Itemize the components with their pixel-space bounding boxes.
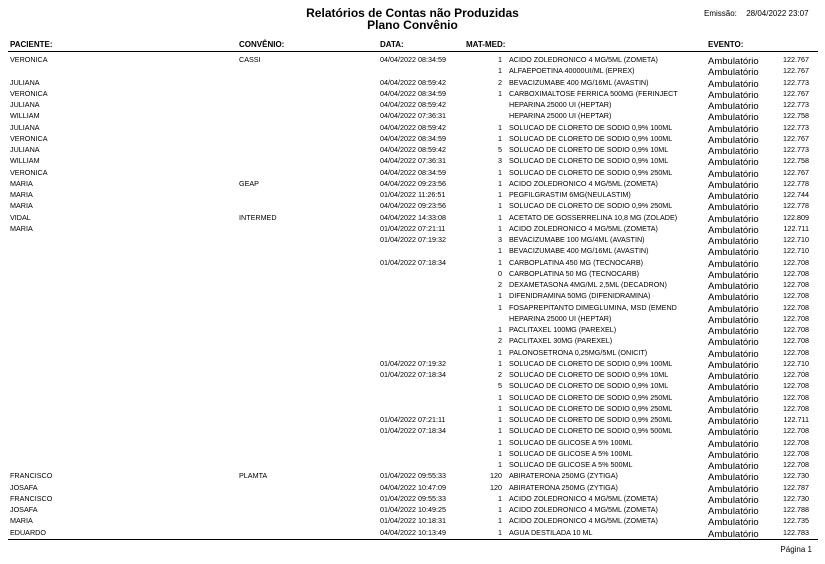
cell-data: 04/04/2022 08:59:42 bbox=[380, 145, 446, 154]
table-row bbox=[0, 515, 825, 529]
cell-valor: 122.708 bbox=[783, 268, 809, 278]
cell-mat-med: HEPARINA 25000 UI (HEPTAR) bbox=[509, 313, 612, 323]
table-row bbox=[0, 425, 825, 439]
cell-quantity: 1 bbox=[498, 66, 502, 76]
table-row bbox=[0, 459, 825, 470]
table-row bbox=[0, 504, 825, 515]
cell-evento: Ambulatório bbox=[708, 461, 759, 472]
cell-paciente: VERONICA bbox=[10, 55, 48, 64]
cell-data: 04/04/2022 08:59:42 bbox=[380, 122, 446, 132]
cell-quantity: 1 bbox=[498, 178, 502, 188]
cell-paciente: WILLIAM bbox=[10, 111, 40, 121]
cell-evento: Ambulatório bbox=[708, 202, 759, 214]
cell-valor: 122.809 bbox=[783, 212, 809, 222]
report-rows bbox=[0, 54, 825, 538]
table-row bbox=[0, 257, 825, 268]
table-row bbox=[0, 335, 825, 349]
table-row bbox=[0, 414, 825, 425]
table-row bbox=[0, 268, 825, 279]
cell-quantity: 1 bbox=[498, 302, 502, 312]
cell-mat-med: SOLUCAO DE CLORETO DE SODIO 0,9% 100ML bbox=[509, 358, 673, 368]
cell-evento: Ambulatório bbox=[708, 472, 759, 484]
cell-valor: 122.710 bbox=[783, 358, 809, 368]
cell-quantity: 5 bbox=[498, 145, 502, 154]
table-row bbox=[0, 290, 825, 304]
cell-evento: Ambulatório bbox=[708, 483, 759, 495]
cell-quantity: 1 bbox=[498, 190, 502, 199]
cell-data: 01/04/2022 10:49:25 bbox=[380, 505, 446, 514]
cell-evento: Ambulatório bbox=[708, 348, 759, 360]
cell-valor: 122.711 bbox=[783, 415, 809, 424]
cell-valor: 122.708 bbox=[783, 437, 809, 447]
table-row bbox=[0, 245, 825, 259]
cell-data: 01/04/2022 07:18:34 bbox=[380, 426, 446, 436]
table-row bbox=[0, 144, 825, 155]
cell-valor: 122.767 bbox=[783, 167, 809, 177]
table-row bbox=[0, 178, 825, 189]
cell-quantity: 1 bbox=[498, 415, 502, 424]
table-row bbox=[0, 347, 825, 358]
cell-paciente: JOSAFA bbox=[10, 505, 38, 514]
cell-quantity: 1 bbox=[498, 223, 502, 233]
cell-evento: Ambulatório bbox=[708, 449, 759, 461]
cell-evento: Ambulatório bbox=[708, 326, 759, 337]
cell-mat-med: SOLUCAO DE GLICOSE A 5% 500ML bbox=[509, 460, 633, 469]
cell-mat-med: SOLUCAO DE CLORETO DE SODIO 0,9% 10ML bbox=[509, 381, 669, 391]
cell-valor: 122.708 bbox=[783, 257, 809, 267]
cell-valor: 122.708 bbox=[783, 426, 809, 436]
cell-paciente: VERONICA bbox=[10, 167, 48, 177]
cell-valor: 122.708 bbox=[783, 291, 809, 301]
cell-quantity: 1 bbox=[498, 257, 502, 267]
cell-evento: Ambulatório bbox=[708, 179, 759, 191]
cell-quantity: 1 bbox=[498, 325, 502, 334]
cell-mat-med: ACIDO ZOLEDRONICO 4 MG/5ML (ZOMETA) bbox=[509, 223, 658, 233]
cell-evento: Ambulatório bbox=[708, 393, 759, 405]
cell-paciente: JULIANA bbox=[10, 100, 40, 109]
cell-paciente: VIDAL bbox=[10, 212, 31, 222]
cell-data: 01/04/2022 07:21:11 bbox=[380, 415, 446, 424]
cell-quantity: 1 bbox=[498, 437, 502, 447]
table-row bbox=[0, 155, 825, 169]
cell-mat-med: PALONOSETRONA 0,25MG/5ML (ONICIT) bbox=[509, 347, 648, 357]
cell-quantity: 2 bbox=[498, 77, 502, 87]
cell-evento: Ambulatório bbox=[708, 371, 759, 382]
cell-quantity: 1 bbox=[498, 246, 502, 256]
cell-mat-med: SOLUCAO DE CLORETO DE SODIO 0,9% 100ML bbox=[509, 122, 673, 132]
cell-convenio: PLAMTA bbox=[239, 471, 268, 481]
cell-evento: Ambulatório bbox=[708, 134, 759, 146]
cell-valor: 122.767 bbox=[783, 133, 809, 143]
cell-mat-med: ACIDO ZOLEDRONICO 4 MG/5ML (ZOMETA) bbox=[509, 505, 658, 514]
cell-data: 04/04/2022 09:23:56 bbox=[380, 178, 446, 188]
header-divider bbox=[8, 51, 818, 52]
cell-mat-med: BEVACIZUMABE 100 MG/4ML (AVASTIN) bbox=[509, 235, 645, 244]
cell-evento: Ambulatório bbox=[708, 236, 759, 247]
table-row bbox=[0, 122, 825, 133]
table-row bbox=[0, 167, 825, 178]
cell-paciente: MARIA bbox=[10, 178, 33, 188]
cell-valor: 122.708 bbox=[783, 392, 809, 402]
cell-data: 01/04/2022 09:55:33 bbox=[380, 471, 446, 481]
header-convenio: CONVÊNIO: bbox=[239, 40, 285, 49]
report-subtitle: Plano Convênio bbox=[367, 18, 458, 32]
table-row bbox=[0, 110, 825, 124]
cell-mat-med: SOLUCAO DE CLORETO DE SODIO 0,9% 10ML bbox=[509, 145, 669, 154]
cell-paciente: JOSAFA bbox=[10, 482, 38, 492]
cell-valor: 122.708 bbox=[783, 302, 809, 312]
cell-data: 04/04/2022 09:23:56 bbox=[380, 201, 446, 211]
cell-data: 04/04/2022 08:34:59 bbox=[380, 133, 446, 143]
cell-mat-med: ACIDO ZOLEDRONICO 4 MG/5ML (ZOMETA) bbox=[509, 493, 658, 503]
cell-data: 04/04/2022 08:34:59 bbox=[380, 55, 446, 64]
cell-evento: Ambulatório bbox=[708, 382, 759, 394]
cell-valor: 122.783 bbox=[783, 527, 809, 537]
cell-valor: 122.787 bbox=[783, 482, 809, 492]
table-row bbox=[0, 189, 825, 200]
cell-quantity: 1 bbox=[498, 460, 502, 469]
cell-mat-med: AGUA DESTILADA 10 ML bbox=[509, 527, 593, 537]
cell-mat-med: SOLUCAO DE CLORETO DE SODIO 0,9% 250ML bbox=[509, 415, 673, 424]
cell-evento: Ambulatório bbox=[708, 247, 759, 259]
cell-valor: 122.708 bbox=[783, 347, 809, 357]
cell-data: 04/04/2022 08:59:42 bbox=[380, 100, 446, 109]
footer-divider bbox=[8, 539, 818, 540]
cell-mat-med: ALFAEPOETINA 40000UI/ML (EPREX) bbox=[509, 66, 635, 76]
cell-mat-med: BEVACIZUMABE 400 MG/16ML (AVASTIN) bbox=[509, 77, 649, 87]
cell-valor: 122.708 bbox=[783, 370, 809, 379]
table-row bbox=[0, 392, 825, 403]
cell-quantity: 0 bbox=[498, 268, 502, 278]
cell-quantity: 1 bbox=[498, 403, 502, 413]
cell-quantity: 1 bbox=[498, 212, 502, 222]
cell-evento: Ambulatório bbox=[708, 112, 759, 124]
cell-valor: 122.708 bbox=[783, 460, 809, 469]
cell-valor: 122.711 bbox=[783, 223, 809, 233]
cell-quantity: 120 bbox=[490, 471, 502, 481]
cell-paciente: WILLIAM bbox=[10, 156, 40, 166]
cell-valor: 122.767 bbox=[783, 66, 809, 76]
cell-mat-med: SOLUCAO DE CLORETO DE SODIO 0,9% 250ML bbox=[509, 392, 673, 402]
cell-mat-med: SOLUCAO DE CLORETO DE SODIO 0,9% 100ML bbox=[509, 133, 673, 143]
cell-valor: 122.708 bbox=[783, 280, 809, 289]
report-title: Relatórios de Contas não Produzidas bbox=[306, 6, 519, 20]
cell-data: 04/04/2022 08:34:59 bbox=[380, 167, 446, 177]
cell-evento: Ambulatório bbox=[708, 528, 759, 540]
cell-evento: Ambulatório bbox=[708, 404, 759, 416]
cell-quantity: 120 bbox=[490, 482, 502, 492]
cell-data: 01/04/2022 07:18:34 bbox=[380, 370, 446, 379]
table-row bbox=[0, 380, 825, 394]
cell-mat-med: SOLUCAO DE CLORETO DE SODIO 0,9% 500ML bbox=[509, 426, 673, 436]
cell-mat-med: PACLITAXEL 100MG (PAREXEL) bbox=[509, 325, 617, 334]
cell-mat-med: SOLUCAO DE CLORETO DE SODIO 0,9% 10ML bbox=[509, 370, 669, 379]
cell-data: 04/04/2022 07:36:31 bbox=[380, 111, 446, 121]
cell-mat-med: CARBOPLATINA 450 MG (TECNOCARB) bbox=[509, 257, 644, 267]
cell-valor: 122.778 bbox=[783, 178, 809, 188]
cell-quantity: 1 bbox=[498, 505, 502, 514]
cell-valor: 122.708 bbox=[783, 403, 809, 413]
cell-mat-med: ABIRATERONA 250MG (ZYTIGA) bbox=[509, 471, 618, 481]
cell-mat-med: DEXAMETASONA 4MG/ML 2,5ML (DECADRON) bbox=[509, 280, 667, 289]
cell-paciente: MARIA bbox=[10, 223, 33, 233]
table-row bbox=[0, 99, 825, 110]
cell-quantity: 3 bbox=[498, 235, 502, 244]
cell-evento: Ambulatório bbox=[708, 101, 759, 112]
cell-valor: 122.773 bbox=[783, 145, 809, 154]
cell-evento: Ambulatório bbox=[708, 337, 759, 349]
cell-mat-med: HEPARINA 25000 UI (HEPTAR) bbox=[509, 111, 612, 121]
cell-mat-med: ACIDO ZOLEDRONICO 4 MG/5ML (ZOMETA) bbox=[509, 55, 658, 64]
table-row bbox=[0, 313, 825, 324]
cell-quantity: 3 bbox=[498, 156, 502, 166]
cell-data: 01/04/2022 07:21:11 bbox=[380, 223, 446, 233]
cell-paciente: JULIANA bbox=[10, 77, 40, 87]
cell-data: 01/04/2022 11:26:51 bbox=[380, 190, 446, 199]
cell-valor: 122.735 bbox=[783, 516, 809, 526]
table-row bbox=[0, 403, 825, 414]
table-row bbox=[0, 302, 825, 313]
cell-quantity: 1 bbox=[498, 392, 502, 402]
cell-evento: Ambulatório bbox=[708, 89, 759, 101]
cell-evento: Ambulatório bbox=[708, 303, 759, 315]
cell-evento: Ambulatório bbox=[708, 67, 759, 79]
cell-mat-med: HEPARINA 25000 UI (HEPTAR) bbox=[509, 100, 612, 109]
page-number: Página 1 bbox=[780, 545, 812, 554]
cell-valor: 122.708 bbox=[783, 336, 809, 346]
cell-data: 04/04/2022 08:34:59 bbox=[380, 88, 446, 98]
cell-quantity: 1 bbox=[498, 527, 502, 537]
table-row bbox=[0, 77, 825, 88]
table-row bbox=[0, 493, 825, 504]
cell-convenio: CASSI bbox=[239, 55, 261, 64]
cell-evento: Ambulatório bbox=[708, 157, 759, 169]
table-row bbox=[0, 369, 825, 380]
cell-valor: 122.788 bbox=[783, 505, 809, 514]
cell-evento: Ambulatório bbox=[708, 517, 759, 529]
cell-evento: Ambulatório bbox=[708, 292, 759, 304]
table-row bbox=[0, 437, 825, 448]
cell-evento: Ambulatório bbox=[708, 269, 759, 281]
cell-paciente: MARIA bbox=[10, 190, 33, 199]
cell-valor: 122.744 bbox=[783, 190, 809, 199]
header-data: DATA: bbox=[380, 40, 404, 49]
cell-evento: Ambulatório bbox=[708, 494, 759, 506]
cell-quantity: 2 bbox=[498, 370, 502, 379]
cell-mat-med: SOLUCAO DE CLORETO DE SODIO 0,9% 250ML bbox=[509, 201, 673, 211]
table-row bbox=[0, 200, 825, 214]
cell-convenio: INTERMED bbox=[239, 212, 277, 222]
table-row bbox=[0, 223, 825, 234]
cell-data: 04/04/2022 07:36:31 bbox=[380, 156, 446, 166]
cell-quantity: 5 bbox=[498, 381, 502, 391]
cell-valor: 122.730 bbox=[783, 493, 809, 503]
cell-mat-med: CARBOPLATINA 50 MG (TECNOCARB) bbox=[509, 268, 640, 278]
cell-paciente: JULIANA bbox=[10, 122, 40, 132]
cell-evento: Ambulatório bbox=[708, 78, 759, 90]
cell-evento: Ambulatório bbox=[708, 258, 759, 270]
cell-valor: 122.708 bbox=[783, 448, 809, 458]
cell-mat-med: DIFENIDRAMINA 50MG (DIFENIDRAMINA) bbox=[509, 291, 651, 301]
cell-data: 01/04/2022 10:18:31 bbox=[380, 516, 446, 526]
cell-mat-med: ACIDO ZOLEDRONICO 4 MG/5ML (ZOMETA) bbox=[509, 178, 658, 188]
cell-quantity: 1 bbox=[498, 88, 502, 98]
cell-quantity: 1 bbox=[498, 448, 502, 458]
cell-valor: 122.758 bbox=[783, 111, 809, 121]
cell-mat-med: ACETATO DE GOSSERRELINA 10,8 MG (ZOLADE) bbox=[509, 212, 678, 222]
cell-evento: Ambulatório bbox=[708, 224, 759, 236]
cell-valor: 122.708 bbox=[783, 381, 809, 391]
table-row bbox=[0, 54, 825, 65]
cell-evento: Ambulatório bbox=[708, 359, 759, 371]
cell-evento: Ambulatório bbox=[708, 56, 759, 67]
cell-paciente: EDUARDO bbox=[10, 527, 46, 537]
cell-evento: Ambulatório bbox=[708, 506, 759, 517]
cell-quantity: 1 bbox=[498, 133, 502, 143]
cell-valor: 122.730 bbox=[783, 471, 809, 481]
cell-mat-med: PEGFILGRASTIM 6MG(NEULASTIM) bbox=[509, 190, 631, 199]
cell-evento: Ambulatório bbox=[708, 123, 759, 135]
cell-mat-med: CARBOXIMALTOSE FERRICA 500MG (FERINJECT bbox=[509, 88, 678, 98]
table-row bbox=[0, 527, 825, 538]
cell-convenio: GEAP bbox=[239, 178, 259, 188]
cell-quantity: 1 bbox=[498, 493, 502, 503]
table-row bbox=[0, 324, 825, 335]
header-evento: EVENTO: bbox=[708, 40, 744, 49]
cell-quantity: 2 bbox=[498, 336, 502, 346]
table-row bbox=[0, 88, 825, 99]
column-headers bbox=[0, 40, 825, 50]
cell-paciente: VERONICA bbox=[10, 133, 48, 143]
cell-quantity: 1 bbox=[498, 122, 502, 132]
table-row bbox=[0, 279, 825, 290]
cell-evento: Ambulatório bbox=[708, 146, 759, 157]
cell-valor: 122.708 bbox=[783, 313, 809, 323]
table-row bbox=[0, 212, 825, 223]
emission-date: 28/04/2022 23:07 bbox=[746, 9, 809, 18]
header-paciente: PACIENTE: bbox=[10, 40, 53, 49]
emission-label: Emissão: bbox=[704, 9, 737, 18]
cell-paciente: MARIA bbox=[10, 516, 33, 526]
table-row bbox=[0, 65, 825, 79]
cell-data: 04/04/2022 10:47:09 bbox=[380, 482, 446, 492]
cell-paciente: MARIA bbox=[10, 201, 33, 211]
cell-valor: 122.710 bbox=[783, 246, 809, 256]
cell-mat-med: SOLUCAO DE CLORETO DE SODIO 0,9% 250ML bbox=[509, 403, 673, 413]
cell-evento: Ambulatório bbox=[708, 281, 759, 292]
cell-quantity: 1 bbox=[498, 291, 502, 301]
cell-quantity: 1 bbox=[498, 516, 502, 526]
cell-quantity: 1 bbox=[498, 167, 502, 177]
header-mat-med: MAT-MED: bbox=[466, 40, 506, 49]
cell-mat-med: SOLUCAO DE GLICOSE A 5% 100ML bbox=[509, 448, 633, 458]
cell-data: 01/04/2022 07:18:34 bbox=[380, 257, 446, 267]
cell-paciente: JULIANA bbox=[10, 145, 40, 154]
cell-paciente: FRANCISCO bbox=[10, 493, 53, 503]
cell-evento: Ambulatório bbox=[708, 213, 759, 225]
table-row bbox=[0, 448, 825, 459]
cell-data: 04/04/2022 10:13:49 bbox=[380, 527, 446, 537]
cell-quantity: 1 bbox=[498, 358, 502, 368]
cell-mat-med: SOLUCAO DE CLORETO DE SODIO 0,9% 250ML bbox=[509, 167, 673, 177]
cell-quantity: 2 bbox=[498, 280, 502, 289]
cell-mat-med: SOLUCAO DE CLORETO DE SODIO 0,9% 10ML bbox=[509, 156, 669, 166]
cell-evento: Ambulatório bbox=[708, 416, 759, 427]
cell-evento: Ambulatório bbox=[708, 314, 759, 326]
cell-mat-med: ABIRATERONA 250MG (ZYTIGA) bbox=[509, 482, 618, 492]
cell-mat-med: FOSAPREPITANTO DIMEGLUMINA, MSD (EMEND bbox=[509, 302, 677, 312]
cell-mat-med: PACLITAXEL 30MG (PAREXEL) bbox=[509, 336, 613, 346]
cell-evento: Ambulatório bbox=[708, 427, 759, 439]
cell-data: 04/04/2022 08:59:42 bbox=[380, 77, 446, 87]
table-row bbox=[0, 358, 825, 369]
cell-data: 01/04/2022 09:55:33 bbox=[380, 493, 446, 503]
cell-valor: 122.773 bbox=[783, 122, 809, 132]
cell-valor: 122.708 bbox=[783, 325, 809, 334]
cell-quantity: 1 bbox=[498, 426, 502, 436]
cell-data: 04/04/2022 14:33:08 bbox=[380, 212, 446, 222]
table-row bbox=[0, 234, 825, 245]
table-row bbox=[0, 133, 825, 144]
cell-valor: 122.710 bbox=[783, 235, 809, 244]
cell-paciente: FRANCISCO bbox=[10, 471, 53, 481]
cell-paciente: VERONICA bbox=[10, 88, 48, 98]
cell-quantity: 1 bbox=[498, 347, 502, 357]
cell-valor: 122.767 bbox=[783, 88, 809, 98]
emission-info bbox=[704, 9, 809, 18]
cell-evento: Ambulatório bbox=[708, 438, 759, 450]
cell-data: 01/04/2022 07:19:32 bbox=[380, 235, 446, 244]
cell-evento: Ambulatório bbox=[708, 191, 759, 202]
cell-valor: 122.773 bbox=[783, 77, 809, 87]
cell-evento: Ambulatório bbox=[708, 168, 759, 180]
cell-valor: 122.758 bbox=[783, 156, 809, 166]
cell-quantity: 1 bbox=[498, 55, 502, 64]
cell-valor: 122.778 bbox=[783, 201, 809, 211]
cell-quantity: 1 bbox=[498, 201, 502, 211]
cell-mat-med: SOLUCAO DE GLICOSE A 5% 100ML bbox=[509, 437, 633, 447]
cell-mat-med: BEVACIZUMABE 400 MG/16ML (AVASTIN) bbox=[509, 246, 649, 256]
cell-data: 01/04/2022 07:19:32 bbox=[380, 358, 446, 368]
table-row bbox=[0, 470, 825, 484]
cell-valor: 122.767 bbox=[783, 55, 809, 64]
table-row bbox=[0, 482, 825, 493]
cell-valor: 122.773 bbox=[783, 100, 809, 109]
cell-mat-med: ACIDO ZOLEDRONICO 4 MG/5ML (ZOMETA) bbox=[509, 516, 658, 526]
